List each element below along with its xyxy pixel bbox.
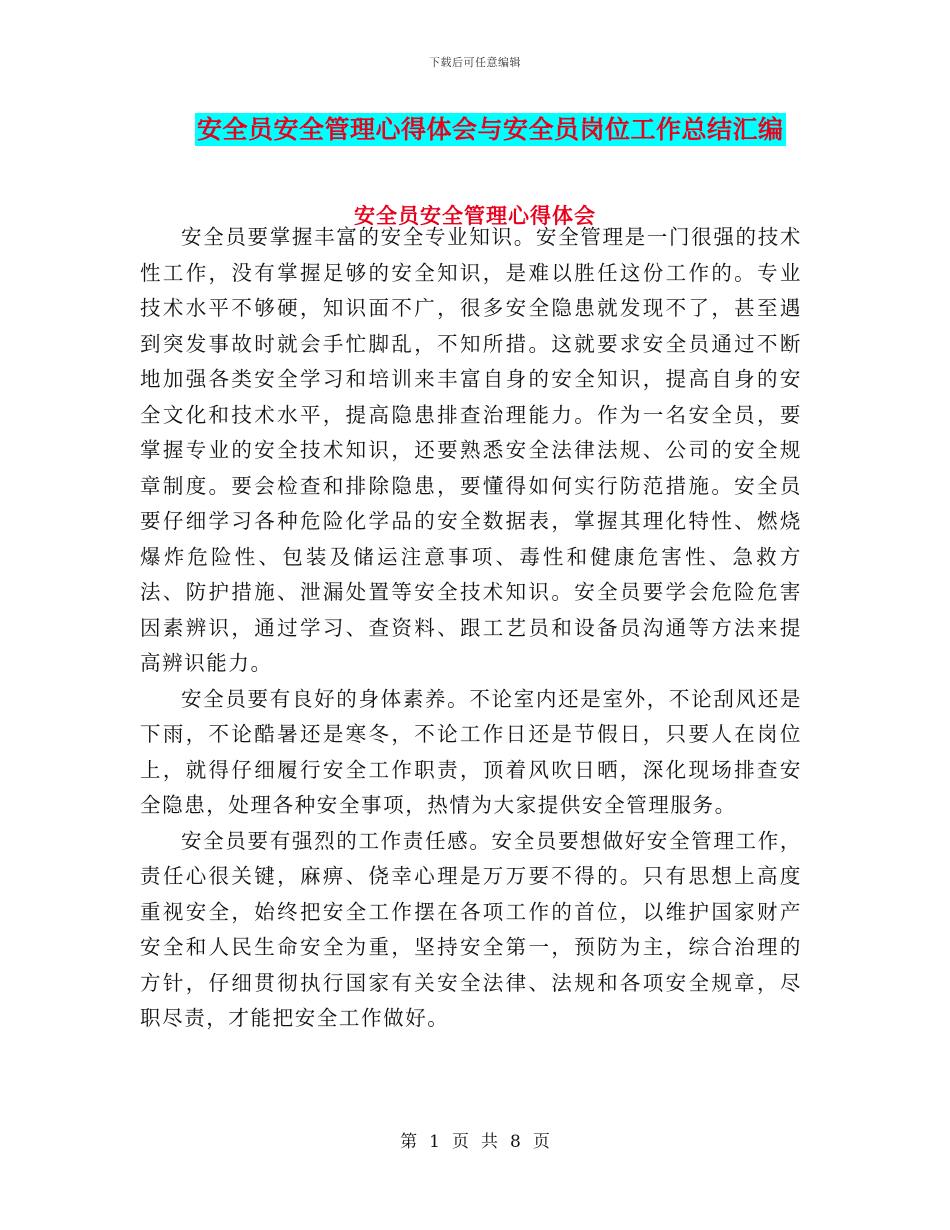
header-note: 下载后可任意编辑: [429, 56, 521, 69]
paragraph-3: 安全员要有强烈的工作责任感。安全员要想做好安全管理工作，责任心很关键，麻痹、侥幸心理是万万要不得的。只有思想上高度重视安全，始终把安全工作摆在各项工作的首位，以维护国家财产安全和人民生命安全为重，坚持安全第一，预防为主，综合治理的方针，仔细贯彻执行国家有关安全法律、法规和各项安全规章，尽职尽责，才能把安全工作做好。: [140, 828, 802, 1030]
total-page-number: 8: [510, 1132, 521, 1152]
footer-label-gong: 共: [481, 1132, 498, 1152]
footer-label-ye: 页: [452, 1132, 469, 1152]
document-title: 安全员安全管理心得体会与安全员岗位工作总结汇编: [197, 115, 784, 144]
section-title: 安全员安全管理心得体会: [354, 204, 596, 228]
paragraph-1: 安全员要掌握丰富的安全专业知识。安全管理是一门很强的技术性工作，没有掌握足够的安全知识，是难以胜任这份工作的。专业技术水平不够硬，知识面不广，很多安全隐患就发现不了，甚至遇到突发事故时就会手忙脚乱，不知所措。这就要求安全员通过不断地加强各类安全学习和培训来丰富自身的安全知识，提高自身的安全文化和技术水平，提高隐患排查治理能力。作为一名安全员，要掌握专业的安全技术知识，还要熟悉安全法律法规、公司的安全规章制度。要会检查和排除隐患，要懂得如何实行防范措施。安全员要仔细学习各种危险化学品的安全数据表，掌握其理化特性、燃烧爆炸危险性、包装及储运注意事项、毒性和健康危害性、急救方法、防护措施、泄漏处置等安全技术知识。安全员要学会危险危害因素辨识，通过学习、查资料、跟工艺员和设备员沟通等方法来提高辨识能力。: [140, 225, 802, 675]
current-page-number: 1: [429, 1132, 440, 1152]
paragraph-2: 安全员要有良好的身体素养。不论室内还是室外，不论刮风还是下雨，不论酷暑还是寒冬，不论工作日还是节假日，只要人在岗位上，就得仔细履行安全工作职责，顶着风吹日晒，深化现场排查安全隐患，处理各种安全事项，热情为大家提供安全管理服务。: [140, 686, 802, 817]
footer-label-ye-2: 页: [532, 1132, 550, 1152]
footer-label-di: 第: [400, 1132, 418, 1152]
body-text: [140, 220, 802, 1037]
page-footer: [0, 1127, 950, 1152]
